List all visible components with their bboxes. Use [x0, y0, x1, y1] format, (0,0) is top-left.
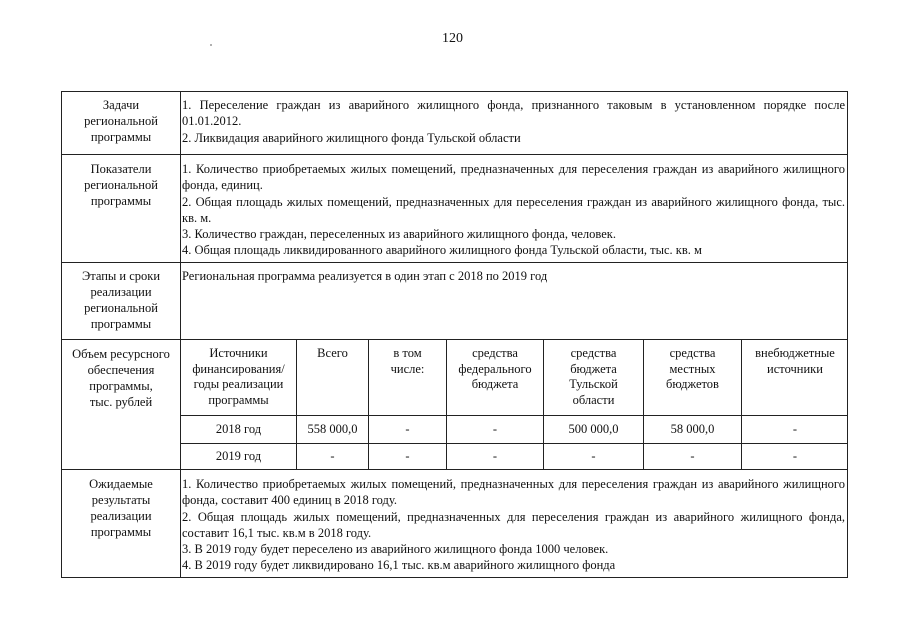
funding-cell: -	[690, 449, 695, 463]
funding-header-including: в том числе:	[390, 346, 425, 376]
results-label: Ожидаемые результаты реализации программы	[89, 477, 153, 539]
funding-header-regional: средства бюджета Тульской области	[569, 346, 618, 407]
funding-cell: -	[330, 449, 335, 463]
stages-label: Этапы и сроки реализации региональной программы	[81, 269, 161, 331]
funding-cell: 500 000,0	[568, 422, 619, 436]
funding-header-sources: Источники финансирования/ годы реализации программы	[192, 346, 285, 407]
funding-cell: 2018 год	[215, 422, 262, 436]
funding-cell: 558 000,0	[307, 422, 358, 436]
funding-cell: -	[492, 422, 498, 436]
funding-cell: -	[792, 449, 798, 463]
funding-cell: -	[792, 422, 798, 436]
funding-cell: 58 000,0	[670, 422, 715, 436]
tasks-content: 1. Переселение граждан из аварийного жилищного фонда, признанного таковым в установленном порядке после 01.01.2012. 2. Ликвидация аварийного жилищного фонда Тульской области	[182, 98, 845, 145]
funding-cell: -	[591, 449, 596, 463]
scan-artifact	[210, 44, 212, 46]
stages-content: Региональная программа реализуется в один этап с 2018 по 2019 год	[182, 269, 548, 283]
funding-header-total: Всего	[317, 346, 348, 360]
page-number: 120	[442, 31, 463, 46]
funding-header-federal: средства федерального бюджета	[458, 346, 532, 391]
label-column-divider	[180, 91, 181, 578]
funding-cell: 2019 год	[215, 449, 262, 463]
funding-row-divider	[180, 415, 848, 416]
funding-header-extrabudgetary: внебюджетные источники	[755, 346, 835, 376]
indicators-content: 1. Количество приобретаемых жилых помещений, предназначенных для переселения граждан из аварийного жилищного фонда, единиц. 2. Общая площадь жилых помещений, предназначенных для переселения граждан из аварийного жилищного фонда, тыс. кв. м. 3. Количество граждан, переселенных из аварийного жилищного фонда, человек. 4. Общая площадь ликвидированного аварийного жилищного фонда Тульской области, тыс. кв. м	[182, 162, 845, 258]
tasks-label: Задачи региональной программы	[84, 98, 158, 144]
results-content: 1. Количество приобретаемых жилых помещений, предназначенных для переселения граждан из аварийного жилищного фонда, составит 400 единиц в 2018 году. 2. Общая площадь жилых помещений, предназначенных для переселения граждан из аварийного жилищного фонда, составит 16,1 тыс. кв.м в 2018 году. 3. В 2019 году будет переселено из аварийного жилищного фонда 1000 человек. 4. В 2019 году будет ликвидировано 16,1 тыс. кв.м аварийного жилищного фонда	[182, 477, 845, 573]
indicators-label: Показатели региональной программы	[84, 162, 158, 208]
funding-row-divider	[180, 443, 848, 444]
funding-header-local: средства местных бюджетов	[666, 346, 719, 391]
funding-cell: -	[492, 449, 498, 463]
funding-cell: -	[405, 449, 410, 463]
funding-label: Объем ресурсного обеспечения программы, тыс. рублей	[72, 347, 170, 409]
funding-cell: -	[405, 422, 410, 436]
